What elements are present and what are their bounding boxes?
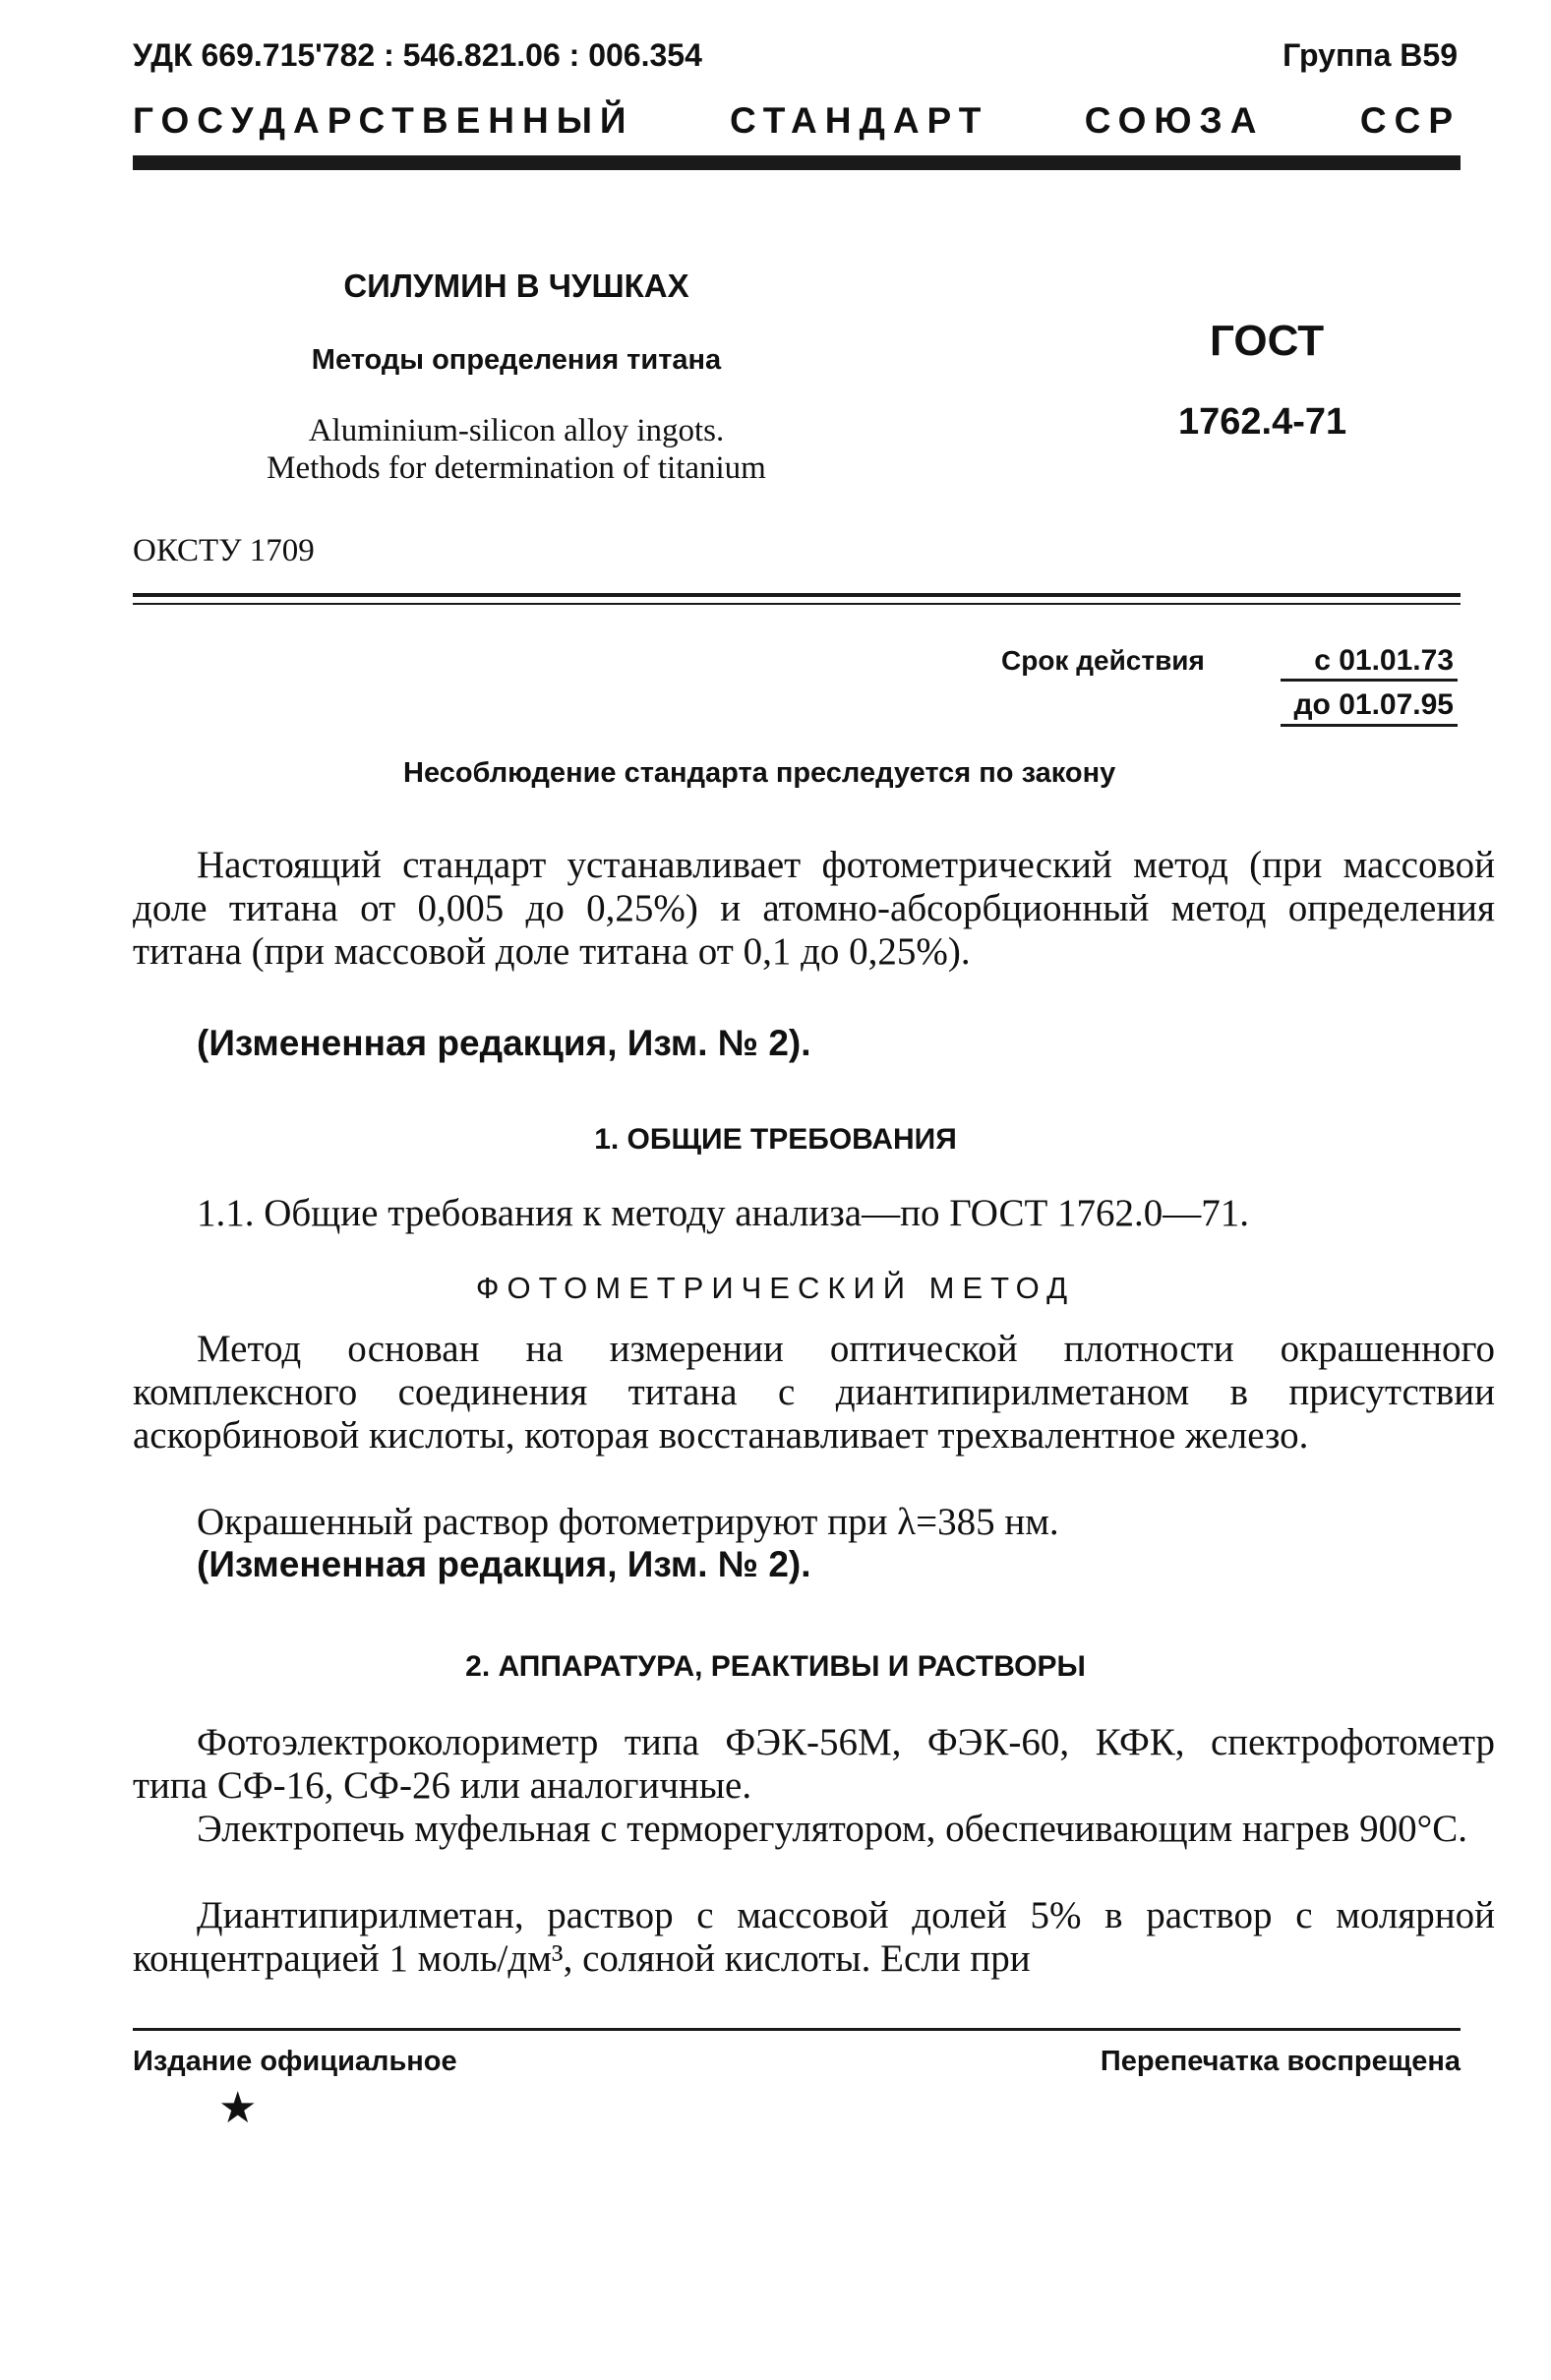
apparatus-muffle-furnace: Электропечь муфельная с терморегулятором, обеспечивающим нагрев 900°С. — [197, 1808, 1467, 1850]
validity-underline-2 — [1281, 724, 1458, 727]
amendment-note-1: (Измененная редакция, Изм. № 2). — [197, 1023, 811, 1063]
validity-from: с 01.01.73 — [1314, 644, 1454, 677]
okstu-code: ОКСТУ 1709 — [133, 533, 315, 568]
english-title-line-1: Aluminium-silicon alloy ingots. — [308, 413, 725, 448]
document-subtitle: Методы определения титана — [311, 344, 722, 376]
state-standard-word-3: СОЮЗА — [1084, 100, 1265, 141]
section-1-heading: 1. ОБЩИЕ ТРЕБОВАНИЯ — [594, 1123, 957, 1156]
title-block-rule — [133, 593, 1461, 605]
document-title: СИЛУМИН В ЧУШКАХ — [343, 268, 689, 304]
intro-paragraph: Настоящий стандарт устанавливает фотометрический метод (при массовой доле титана от 0,005 до 0,25%) и атомно-абсорбционный метод определения титана (при массовой доле титана от 0,1 до 0,25%). — [133, 844, 1495, 973]
reprint-prohibited-note: Перепечатка воспрещена — [1100, 2046, 1461, 2077]
star-icon: ★ — [218, 2083, 258, 2133]
amendment-note-2: (Измененная редакция, Изм. № 2). — [197, 1544, 811, 1584]
measurement-wavelength: Окрашенный раствор фотометрируют при λ=385 нм. — [197, 1501, 1059, 1543]
gost-number: 1762.4-71 — [1178, 401, 1347, 443]
section-2-heading: 2. АППАРАТУРА, РЕАКТИВЫ И РАСТВОРЫ — [465, 1650, 1086, 1683]
state-standard-banner — [133, 100, 1461, 142]
state-standard-word-1: ГОСУДАРСТВЕННЫЙ — [133, 100, 634, 141]
group-code: Группа В59 — [1283, 37, 1458, 73]
legal-warning: Несоблюдение стандарта преследуется по закону — [403, 757, 1116, 789]
footer-rule — [133, 2028, 1461, 2031]
validity-label: Срок действия — [1001, 645, 1205, 676]
gost-label: ГОСТ — [1210, 317, 1325, 365]
state-standard-word-4: ССР — [1359, 100, 1461, 141]
photometric-method-heading: ФОТОМЕТРИЧЕСКИЙ МЕТОД — [475, 1271, 1076, 1305]
reagent-diantipyrylmethane: Диантипирилметан, раствор с массовой долей 5% в раствор с молярной концентрацией 1 моль/дм³, соляной кислоты. Если при — [133, 1894, 1495, 1980]
header-rule — [133, 155, 1461, 170]
state-standard-word-2: СТАНДАРТ — [729, 100, 989, 141]
apparatus-photocolorimeter: Фотоэлектроколориметр типа ФЭК-56М, ФЭК-60, КФК, спектрофотометр типа СФ-16, СФ-26 или аналогичные. — [133, 1721, 1495, 1807]
english-title-line-2: Methods for determination of titanium — [267, 450, 766, 486]
method-description: Метод основан на измерении оптической плотности окрашенного комплексного соединения титана с диантипирилметаном в присутствии аскорбиновой кислоты, которая восстанавливает трехвалентное железо. — [133, 1328, 1495, 1457]
udk-code: УДК 669.715'782 : 546.821.06 : 006.354 — [133, 37, 702, 73]
clause-1-1: 1.1. Общие требования к методу анализа—по ГОСТ 1762.0—71. — [197, 1192, 1250, 1234]
validity-underline-1 — [1281, 679, 1458, 682]
official-edition-note: Издание официальное — [133, 2046, 457, 2077]
validity-to: до 01.07.95 — [1293, 688, 1454, 721]
